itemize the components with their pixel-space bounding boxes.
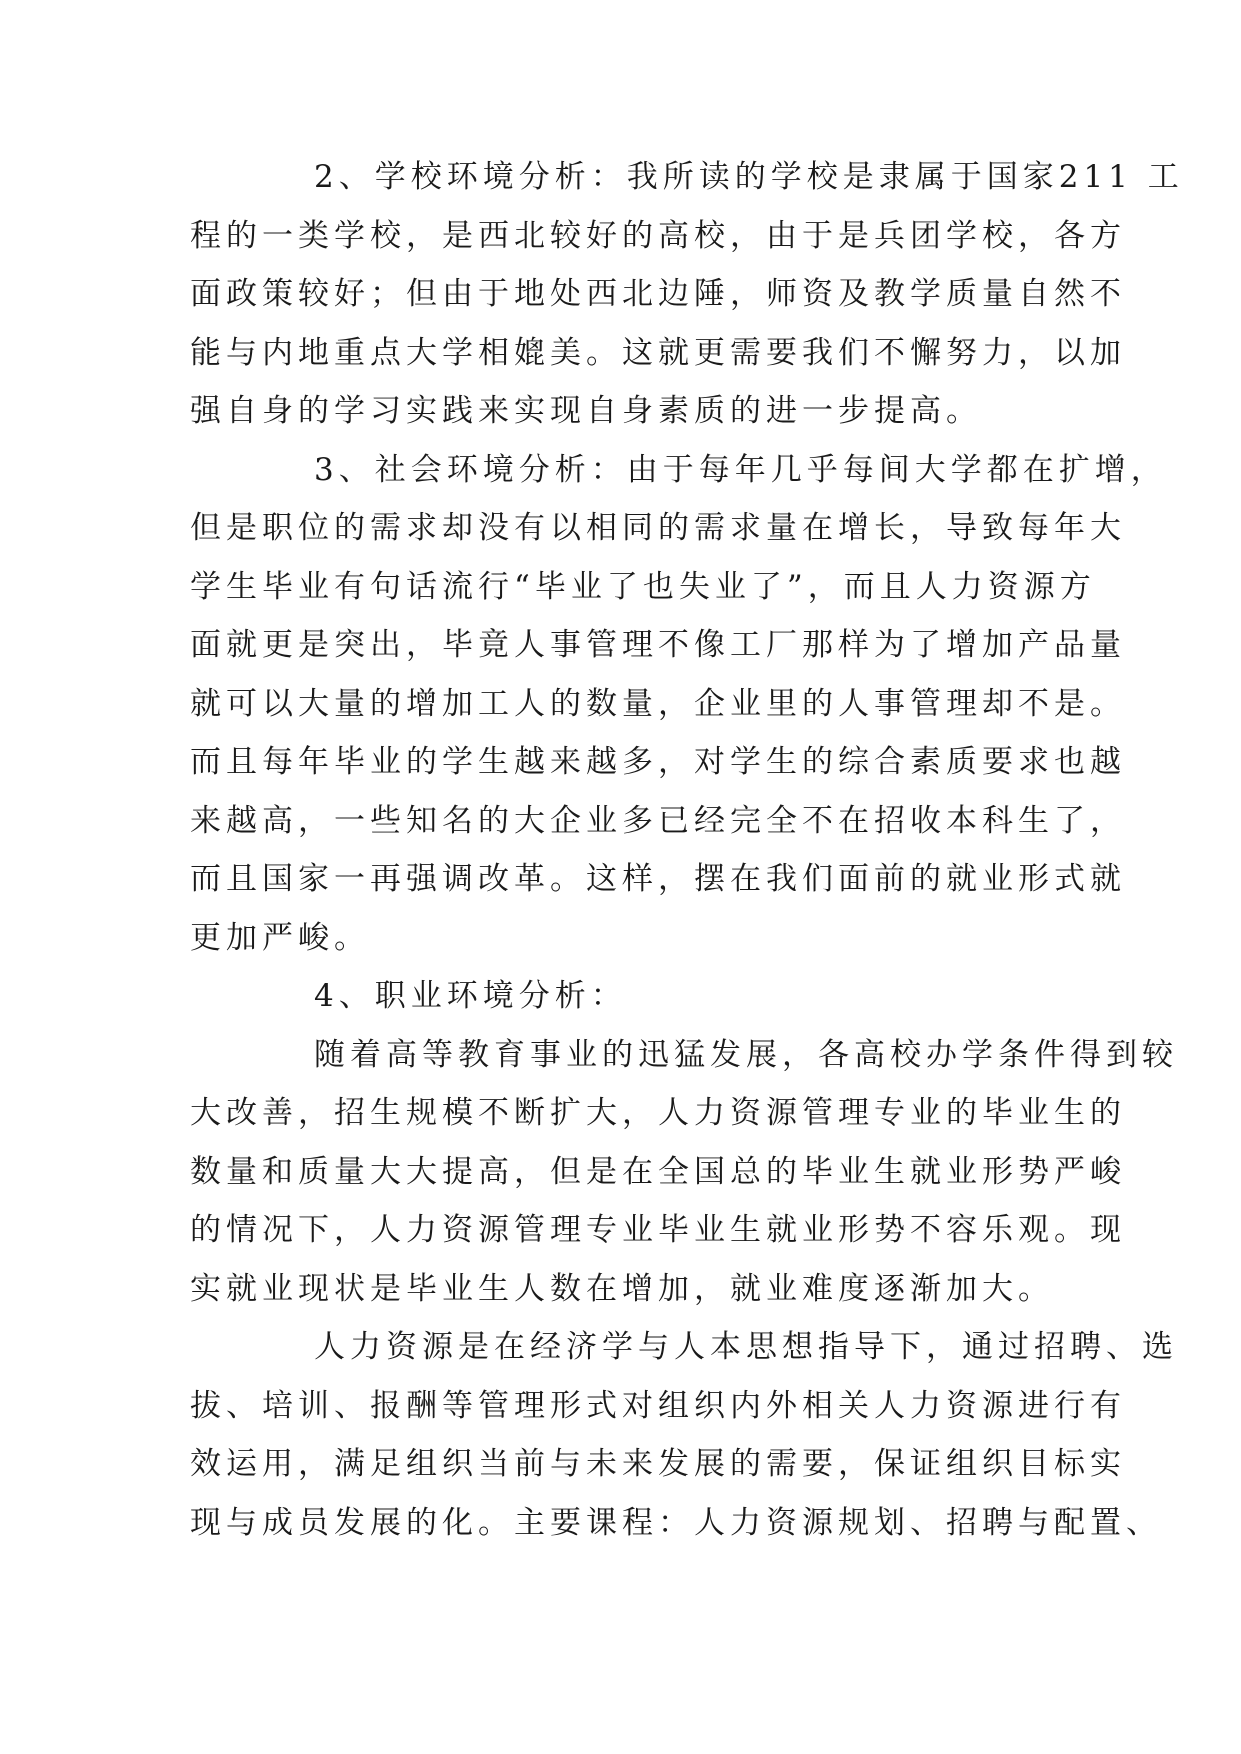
text-line: 3、社会环境分析：由于每年几乎每间大学都在扩增，: [314, 451, 1167, 488]
text-line: 数量和质量大大提高，但是在全国总的毕业生就业形势严峻: [190, 1153, 1126, 1190]
text-line: 来越高，一些知名的大企业多已经完全不在招收本科生了，: [190, 802, 1126, 839]
text-line: 的情况下，人力资源管理专业毕业生就业形势不容乐观。现: [190, 1212, 1126, 1248]
text-line: 现与成员发展的化。主要课程：人力资源规划、招聘与配置、: [190, 1504, 1162, 1541]
document-body: [190, 148, 1184, 1552]
text-line: 程的一类学校，是西北较好的高校，由于是兵团学校，各方: [190, 217, 1126, 254]
text-line: 学生毕业有句话流行“毕业了也失业了”，而且人力资源方: [190, 568, 1096, 605]
text-line: 强自身的学习实践来实现自身素质的进一步提高。: [190, 393, 982, 429]
text-line: 拔、培训、报酬等管理形式对组织内外相关人力资源进行有: [190, 1387, 1126, 1424]
text-line: 随着高等教育事业的迅猛发展，各高校办学条件得到较: [314, 1036, 1178, 1073]
text-line: 而且每年毕业的学生越来越多，对学生的综合素质要求也越: [190, 744, 1126, 780]
paragraph-social-environment: [190, 441, 1167, 968]
paragraph-higher-education: [190, 1026, 1178, 1319]
text-line: 实就业现状是毕业生人数在增加，就业难度逐渐加大。: [190, 1270, 1054, 1307]
text-line: 人力资源是在经济学与人本思想指导下，通过招聘、选: [314, 1329, 1178, 1365]
text-line: 更加严峻。: [190, 919, 370, 956]
text-line: 而且国家一再强调改革。这样，摆在我们面前的就业形式就: [190, 861, 1126, 897]
paragraph-school-environment: [190, 148, 1184, 441]
text-line: 效运用，满足组织当前与未来发展的需要，保证组织目标实: [190, 1446, 1126, 1482]
text-line: 面政策较好；但由于地处西北边陲，师资及教学质量自然不: [190, 276, 1126, 312]
text-line: 但是职位的需求却没有以相同的需求量在增长，导致每年大: [190, 510, 1126, 546]
text-line: 就可以大量的增加工人的数量，企业里的人事管理却不是。: [190, 685, 1126, 722]
text-line: 大改善，招生规模不断扩大，人力资源管理专业的毕业生的: [190, 1095, 1126, 1131]
paragraph-career-environment-heading: [190, 967, 1070, 1026]
paragraph-human-resources: [190, 1318, 1178, 1552]
text-line: 面就更是突出，毕竟人事管理不像工厂那样为了增加产品量: [190, 627, 1126, 663]
text-line: 能与内地重点大学相媲美。这就更需要我们不懈努力，以加: [190, 334, 1126, 371]
section-heading: 4、职业环境分析：: [314, 978, 627, 1014]
text-line: 2、学校环境分析：我所读的学校是隶属于国家211 工: [314, 159, 1184, 195]
